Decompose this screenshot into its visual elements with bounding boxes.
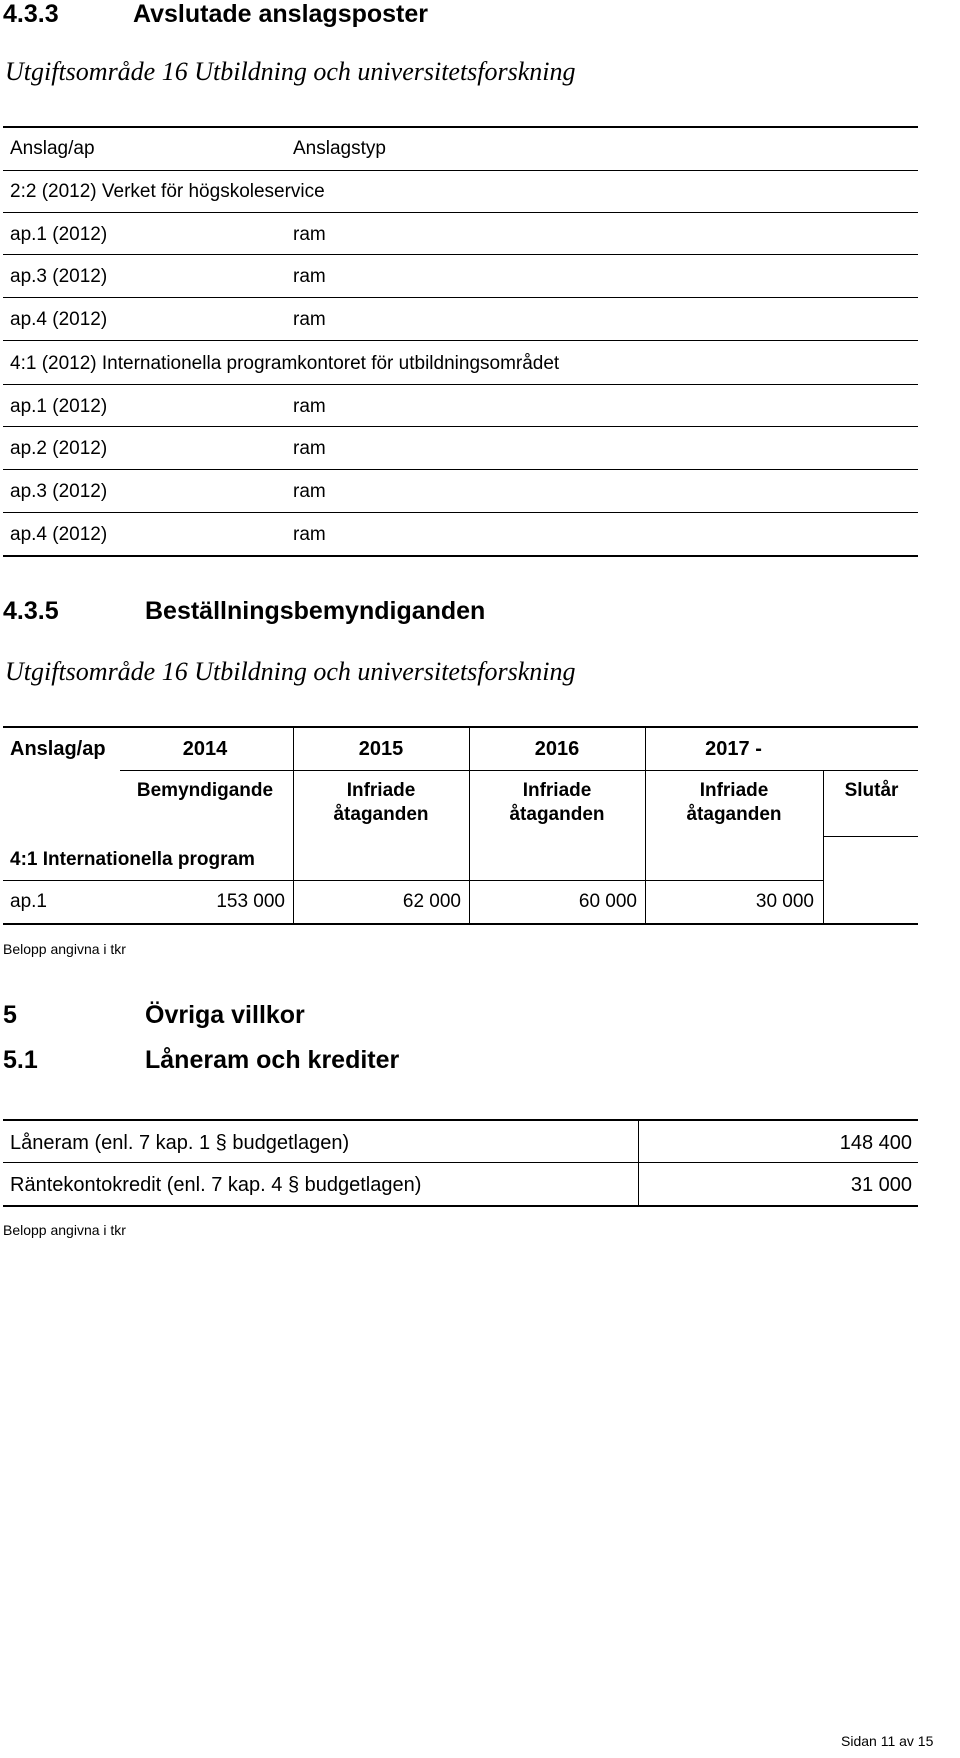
row-rule — [3, 512, 918, 513]
table-top-rule — [3, 1119, 918, 1121]
header-infriade-2015: Infriade åtaganden — [333, 780, 429, 825]
table-cell-ap: ap.1 (2012) — [10, 224, 108, 245]
table-cell-type: ram — [293, 524, 326, 545]
header-infriade-2017: Infriade åtaganden — [686, 780, 782, 825]
header-infriade-2016: Infriade åtaganden — [509, 780, 605, 825]
table-cell-2017: 30 000 — [755, 891, 814, 912]
table-cell-ap: ap.3 (2012) — [10, 481, 108, 502]
table-cell-ap: ap.1 — [10, 891, 47, 912]
section-433-subtitle: Utgiftsområde 16 Utbildning och universitetsforskning — [5, 57, 576, 86]
section-5-number: 5 — [3, 1001, 17, 1029]
header-anslag-ap: Anslag/ap — [10, 138, 95, 159]
section-433-number: 4.3.3 — [3, 0, 59, 28]
section-433-title: Avslutade anslagsposter — [133, 0, 429, 28]
section-435-title: Beställningsbemyndiganden — [145, 597, 486, 625]
header-slutar: Slutår — [844, 780, 899, 801]
header-year-2014: 2014 — [182, 738, 228, 760]
table-cell-ap: ap.1 (2012) — [10, 396, 108, 417]
section-51-title: Låneram och krediter — [145, 1046, 400, 1074]
table-cell-ap: ap.3 (2012) — [10, 266, 108, 287]
table-cell-type: ram — [293, 224, 326, 245]
table-cell-ap: ap.4 (2012) — [10, 309, 108, 330]
row-rule — [3, 880, 823, 881]
column-divider — [293, 726, 294, 923]
amount-note: Belopp angivna i tkr — [3, 941, 126, 957]
header-year-2017-onward: 2017 - — [705, 738, 762, 760]
header-anslagstyp: Anslagstyp — [293, 138, 386, 159]
table-cell-type: ram — [293, 309, 326, 330]
row-rule — [3, 469, 918, 470]
header-year-2015: 2015 — [358, 738, 404, 760]
header-year-2016: 2016 — [534, 738, 580, 760]
row-rule — [3, 254, 918, 255]
table-bottom-rule — [3, 1205, 918, 1207]
loan-row-label: Räntekontokredit (enl. 7 kap. 4 § budgetlagen) — [10, 1174, 422, 1196]
table-cell-2016: 60 000 — [578, 891, 637, 912]
section-435-number: 4.3.5 — [3, 597, 59, 625]
table-cell-2014: 153 000 — [216, 891, 285, 912]
row-rule — [3, 212, 918, 213]
loan-row-value: 31 000 — [850, 1174, 912, 1196]
table-cell-ap: ap.2 (2012) — [10, 438, 108, 459]
header-bemyndigande: Bemyndigande — [136, 780, 274, 801]
header-rule — [120, 770, 918, 771]
row-rule — [3, 170, 918, 171]
row-rule — [3, 340, 918, 341]
column-divider — [469, 726, 470, 923]
table-cell-type: ram — [293, 481, 326, 502]
table-bottom-rule — [3, 555, 918, 557]
row-rule — [3, 384, 918, 385]
page-number: Sidan 11 av 15 — [841, 1733, 934, 1749]
header-rule — [823, 836, 918, 837]
table-top-rule — [3, 126, 918, 128]
table-bottom-rule — [3, 923, 918, 925]
header-anslag-ap: Anslag/ap — [10, 738, 106, 760]
group-name: 2:2 (2012) Verket för högskoleservice — [10, 181, 325, 202]
column-divider — [645, 726, 646, 923]
group-name: 4:1 (2012) Internationella programkontoret för utbildningsområdet — [10, 353, 560, 374]
loan-row-label: Låneram (enl. 7 kap. 1 § budgetlagen) — [10, 1132, 350, 1154]
row-rule — [3, 1162, 918, 1163]
amount-note: Belopp angivna i tkr — [3, 1222, 126, 1238]
row-rule — [3, 426, 918, 427]
column-divider — [823, 770, 824, 923]
table-cell-type: ram — [293, 438, 326, 459]
table-cell-type: ram — [293, 266, 326, 287]
section-51-number: 5.1 — [3, 1046, 38, 1074]
row-rule — [3, 297, 918, 298]
section-5-title: Övriga villkor — [145, 1001, 305, 1029]
table-cell-ap: ap.4 (2012) — [10, 524, 108, 545]
table-cell-2015: 62 000 — [402, 891, 461, 912]
section-435-subtitle: Utgiftsområde 16 Utbildning och universitetsforskning — [5, 657, 576, 686]
table-top-rule — [3, 726, 918, 728]
loan-row-value: 148 400 — [839, 1132, 912, 1154]
table-cell-type: ram — [293, 396, 326, 417]
group-name: 4:1 Internationella program — [10, 849, 255, 870]
